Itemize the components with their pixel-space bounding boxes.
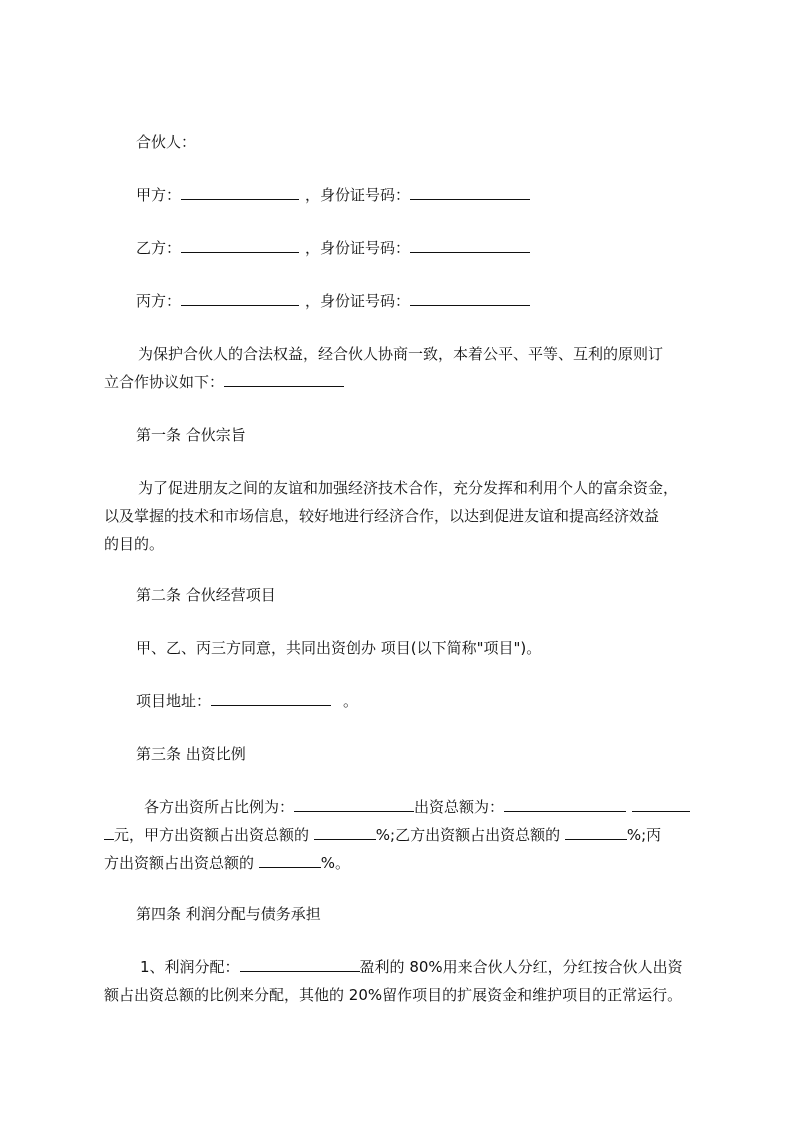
article-1-line-2-text: 以及掌握的技术和市场信息，较好地进行经济合作，以达到促进友谊和提高经济效益 (104, 507, 660, 525)
article-3-line-3 (104, 853, 350, 873)
article-1-line-1-text: 为了促进朋友之间的友谊和加强经济技术合作，充分发挥和利用个人的富余资金， (138, 479, 679, 497)
preamble-line-2-text: 立合作协议如下： (104, 373, 225, 391)
party-a-label: 甲方： (136, 186, 182, 204)
article-3-total-label: 出资总额为： (414, 798, 505, 816)
party-b-label: 乙方： (136, 239, 182, 257)
project-address-blank[interactable] (211, 691, 331, 706)
total-amount-blank[interactable] (504, 797, 626, 812)
party-b-id-label: ，身份证号码： (305, 239, 411, 257)
preamble-line-1 (138, 344, 663, 364)
article-3-title (136, 744, 246, 764)
total-amount-blank-3[interactable] (104, 825, 114, 840)
party-c-label: 丙方： (136, 292, 182, 310)
party-a-share-blank[interactable] (314, 825, 376, 840)
total-amount-blank-2[interactable] (632, 797, 690, 812)
party-c-id-label: ，身份证号码： (305, 292, 411, 310)
article-4-line-1 (140, 957, 683, 977)
party-b-line (136, 238, 530, 258)
ratio-blank[interactable] (294, 797, 414, 812)
party-b-id-blank[interactable] (410, 238, 530, 253)
article-3-ratio-label: 各方出资所占比例为： (144, 798, 295, 816)
party-b-name-blank[interactable] (181, 238, 299, 253)
article-4-title (136, 904, 321, 924)
party-c-share-end: %。 (320, 854, 351, 872)
party-c-share-blank[interactable] (259, 853, 321, 868)
party-c-share-label-start: %;丙 (626, 826, 662, 844)
party-a-line (136, 185, 530, 205)
party-c-id-blank[interactable] (410, 291, 530, 306)
party-a-id-blank[interactable] (410, 185, 530, 200)
article-2-title-text: 第二条 合伙经营项目 (136, 586, 276, 604)
party-c-share-label: 方出资额占出资总额的 (104, 854, 259, 872)
party-c-line (136, 291, 530, 311)
profit-distribution-blank[interactable] (240, 957, 360, 972)
article-4-line-2-text: 额占出资总额的比例来分配，其他的 20%留作项目的扩展资金和维护项目的正常运行。 (104, 986, 683, 1004)
profit-distribution-label: 1、利润分配： (140, 958, 240, 976)
article-1-line-3-text: 的目的。 (104, 535, 165, 553)
party-b-share-blank[interactable] (565, 825, 627, 840)
article-2-line-1-text: 甲、乙、丙三方同意，共同出资创办 项目(以下简称"项目")。 (136, 639, 542, 657)
preamble-line-1-text: 为保护合伙人的合法权益，经合伙人协商一致，本着公平、平等、互利的原则订 (138, 345, 664, 363)
article-3-line-2 (104, 825, 661, 845)
article-2-title (136, 585, 276, 605)
preamble-line-2 (104, 372, 344, 392)
party-a-name-blank[interactable] (181, 185, 299, 200)
project-address-label: 项目地址： (136, 692, 212, 710)
party-b-share-label: %;乙方出资额占出资总额的 (375, 826, 565, 844)
partners-heading (136, 132, 196, 152)
party-c-name-blank[interactable] (181, 291, 299, 306)
preamble-blank[interactable] (224, 372, 344, 387)
article-1-line-1 (138, 478, 678, 498)
article-4-line-2 (104, 985, 682, 1005)
article-1-title-text: 第一条 合伙宗旨 (136, 426, 246, 444)
project-address-line (136, 691, 358, 711)
article-3-line-1 (144, 797, 690, 817)
profit-distribution-text: 盈利的 80%用来合伙人分红，分红按合伙人出资 (359, 958, 683, 976)
article-1-title (136, 425, 246, 445)
project-address-end: 。 (343, 692, 359, 710)
article-3-title-text: 第三条 出资比例 (136, 745, 246, 763)
partners-heading-text: 合伙人： (136, 133, 197, 151)
party-a-share-label: 元，甲方出资额占出资总额的 (114, 826, 314, 844)
article-2-line-1 (136, 638, 541, 658)
article-1-line-2 (104, 506, 659, 526)
party-a-id-label: ，身份证号码： (305, 186, 411, 204)
article-4-title-text: 第四条 利润分配与债务承担 (136, 905, 321, 923)
article-1-line-3 (104, 534, 164, 554)
